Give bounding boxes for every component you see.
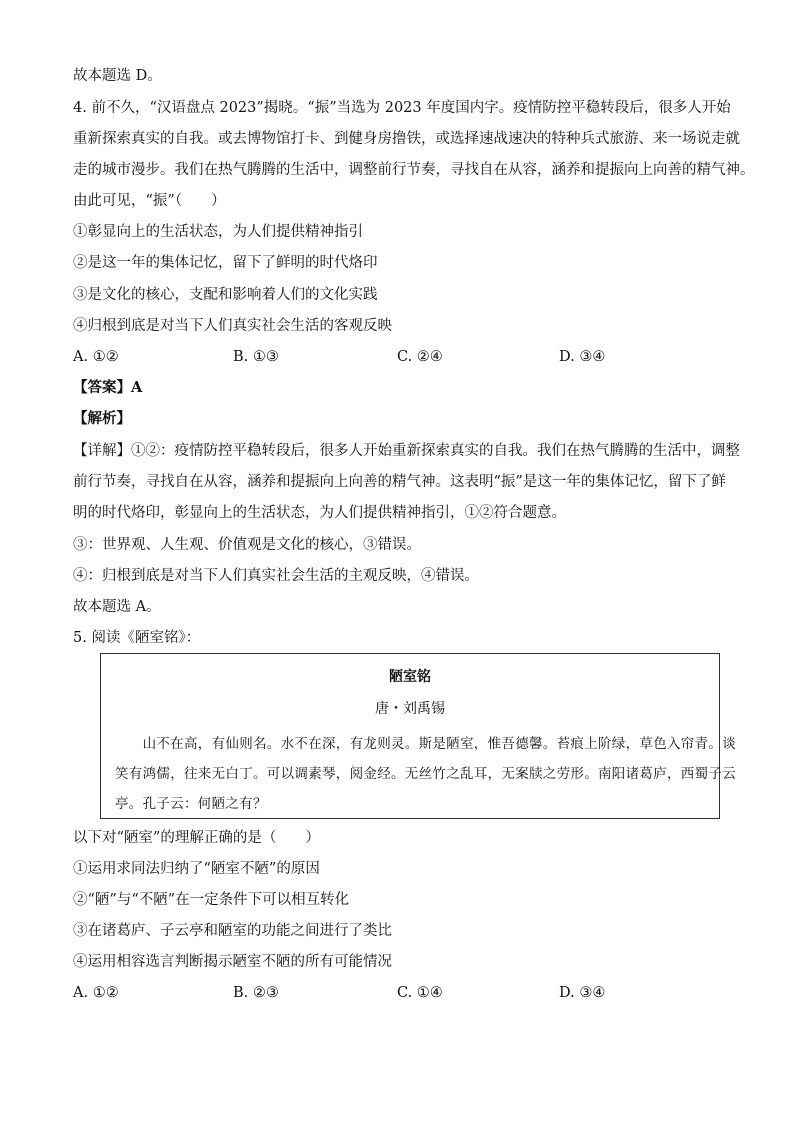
analysis-line-1: 【详解】①②：疫情防控平稳转段后，很多人开始重新探索真实的自我。我们在热气腾腾的生活中，调整	[73, 443, 740, 459]
q5-statement-1: ①运用求同法归纳了“陋室不陋”的原因	[73, 861, 320, 877]
choice-c: C. ②④	[397, 349, 443, 365]
choice-a: A. ①②	[73, 985, 119, 1001]
question-5-stem: 5. 阅读《陋室铭》：	[73, 630, 201, 646]
analysis-line-2: 前行节奏，寻找自在从容，涵养和提振向上向善的精气神。这表明“振”是这一年的集体记忆，留下了鲜	[73, 474, 726, 490]
choice-d: D. ③④	[559, 985, 606, 1001]
poem-box	[100, 653, 736, 819]
q5-statement-2: ②“陋”与“不陋”在一定条件下可以相互转化	[73, 892, 350, 908]
choice-d: D. ③④	[559, 349, 606, 365]
answer-label: 【答案】A	[73, 379, 143, 396]
question-4-prompt: 由此可见，“振”（ ）	[73, 193, 226, 209]
poem-line-3: 亭。孔子云：何陋之有？	[115, 796, 267, 812]
analysis-line-3: 明的时代烙印，彰显向上的生活状态，为人们提供精神指引，①②符合题意。	[73, 505, 566, 521]
question-5-choices	[73, 983, 633, 1003]
analysis-label: 【解析】	[73, 410, 131, 427]
q5-statement-4: ④运用相容选言判断揭示陋室不陋的所有可能情况	[73, 954, 392, 970]
poem-line-1: 山不在高，有仙则名。水不在深，有龙则灵。斯是陋室，惟吾德馨。苔痕上阶绿，草色入帘青。谈	[115, 736, 736, 752]
choice-b: B. ①③	[233, 349, 279, 365]
question-4-stem-line-2: 重新探索真实的自我。或去博物馆打卡、到健身房撸铁，或选择速战速决的特种兵式旅游、来一场说走就	[73, 131, 740, 147]
statement-3: ③是文化的核心，支配和影响着人们的文化实践	[73, 287, 378, 303]
poem-title: 陋室铭	[389, 669, 431, 685]
choice-b: B. ②③	[233, 985, 279, 1001]
choice-c: C. ①④	[397, 985, 443, 1001]
q5-statement-3: ③在诸葛庐、子云亭和陋室的功能之间进行了类比	[73, 923, 392, 939]
statement-1: ①彰显向上的生活状态，为人们提供精神指引	[73, 224, 363, 240]
question-4-choices	[73, 347, 633, 367]
conclusion-line: 故本题选 A。	[73, 599, 161, 615]
text-line-1: 故本题选 D。	[73, 68, 162, 84]
question-5-prompt: 以下对“陋室”的理解正确的是（ ）	[73, 830, 320, 846]
question-4-stem-line-1: 4. 前不久，“汉语盘点 2023”揭晓。“振”当选为 2023 年度国内字。疫情防控平稳转段后，很多人开始	[73, 100, 731, 116]
analysis-line-5: ④：归根到底是对当下人们真实社会生活的主观反映，④错误。	[73, 568, 479, 584]
statement-2: ②是这一年的集体记忆，留下了鲜明的时代烙印	[73, 255, 378, 271]
question-4-stem-line-3: 走的城市漫步。我们在热气腾腾的生活中，调整前行节奏，寻找自在从容，涵养和提振向上向善的精气神。	[73, 162, 755, 178]
analysis-line-4: ③：世界观、人生观、价值观是文化的核心，③错误。	[73, 537, 421, 553]
statement-4: ④归根到底是对当下人们真实社会生活的客观反映	[73, 318, 392, 334]
choice-a: A. ①②	[73, 349, 119, 365]
poem-author: 唐・刘禹锡	[375, 701, 445, 717]
poem-line-2: 笑有鸿儒，往来无白丁。可以调素琴，阅金经。无丝竹之乱耳，无案牍之劳形。南阳诸葛庐，西蜀子云	[115, 766, 736, 782]
